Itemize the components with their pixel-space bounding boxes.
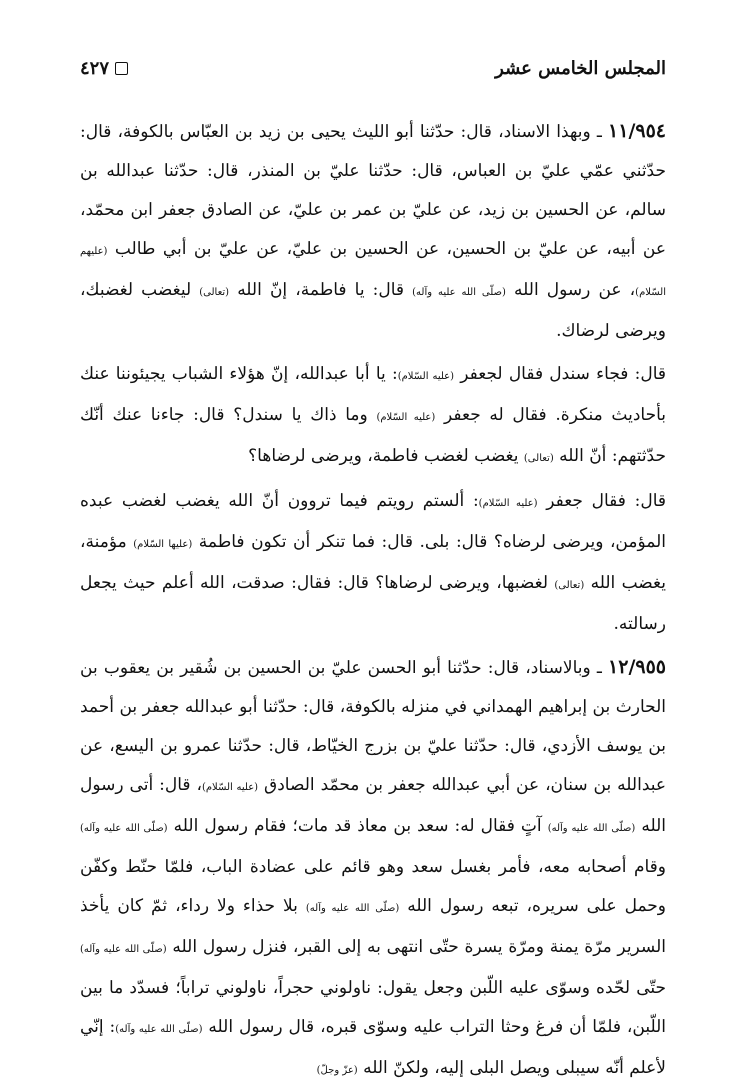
text-run: : يا أبا عبدالله، إنّ هؤلاء الشباب يجيئوننا عنك بأحاديث منكرة. فقال له جعفر <box>80 364 666 425</box>
text-run: وقام أصحابه معه، فأمر بغسل سعد وهو قائم على عضادة الباب، فلمّا حنّط وكفّن وحمل على سريره، تبعه رسول الله <box>80 857 666 916</box>
text-run: قال: فقال جعفر <box>537 491 667 511</box>
text-run: مؤمنة، يغضب الله <box>80 532 666 593</box>
honorific: (عليه السّلام) <box>397 371 455 382</box>
text-run: قال: فجاء سندل فقال لجعفر <box>454 364 667 384</box>
honorific: (صلّى الله عليه وآله) <box>80 823 168 834</box>
text-run: ـ وبهذا الاسناد، قال: حدّثنا أبو الليث يحيى بن زيد بن العبّاس بالكوفة، قال: حدّثني عمّي عليّ بن العباس، قال: حدّثنا عليّ بن المنذر، قال: حدّثنا عبدالله بن سالم، عن الحسين بن زيد، عن عليّ بن عمر بن عليّ، عن الصادق جعفر ابن محمّد، عن أبيه، عن عليّ بن الحسين، عن الحسين بن عليّ، عن عليّ بن أبي طالب <box>80 122 666 259</box>
square-outline-icon <box>115 62 128 75</box>
page-number <box>80 58 128 79</box>
text-run: ، قال: أتى رسول الله <box>80 775 666 836</box>
honorific: (صلّى الله عليه وآله) <box>547 823 636 834</box>
hadith-number: ١١/٩٥٤ <box>608 120 666 142</box>
paragraph <box>80 648 666 1090</box>
honorific: (صلّى الله عليه وآله) <box>412 287 506 298</box>
paragraph <box>80 482 666 644</box>
honorific: (صلّى الله عليه وآله) <box>80 944 167 955</box>
paragraph <box>80 355 666 478</box>
honorific: (عليها السّلام) <box>133 539 193 550</box>
text-run: ـ وبالاسناد، قال: حدّثنا أبو الحسن عليّ بن الحسين بن شُقير بن يعقوب بن الحارث بن إبراهيم الهمداني في منزله بالكوفة، قال: حدّثنا أبو عبدالله جعفر بن أحمد بن يوسف الأزدي، قال: حدّثنا عليّ بن بزرج الخيّاط، قال: حدّثنا عمرو بن اليسع، عن عبدالله بن سنان، عن أبي عبدالله جعفر بن محمّد الصادق <box>80 658 667 795</box>
text-run: وما ذاك يا سندل؟ قال: جاءنا عنك أنّك حدّثتهم: أنّ الله <box>80 405 666 466</box>
hadith-number: ١٢/٩٥٥ <box>608 656 666 678</box>
body-text <box>80 112 666 1090</box>
text-run: حتّى لحّده وسوّى عليه اللّبن وجعل يقول: ناولوني حجراً، ناولوني تراباً؛ فسدّد ما بين اللّبن، فلمّا أن فرغ وحثا التراب عليه وسوّى قبره، قال رسول الله <box>80 978 666 1037</box>
running-header <box>80 50 666 86</box>
honorific: (عليهم السّلام) <box>80 246 666 298</box>
text-run: آتٍ فقال له: سعد بن معاذ قد مات؛ فقام رسول الله <box>167 816 548 836</box>
paragraph <box>80 112 666 351</box>
text-run: ليغضب لغضبك، ويرضى لرضاك. <box>80 280 666 341</box>
text-run: لغضبها، ويرضى لرضاها؟ قال: فقال: صدقت، الله أعلم حيث يجعل رسالته. <box>80 573 666 634</box>
honorific: (صلّى الله عليه وآله) <box>305 903 400 914</box>
page-number-text: ٤٢٧ <box>80 57 110 79</box>
honorific: (تعالى) <box>554 580 585 591</box>
honorific: (صلّى الله عليه وآله) <box>115 1024 203 1035</box>
text-run: ، عن رسول الله <box>505 280 636 300</box>
honorific: (عليه السّلام) <box>478 498 538 509</box>
honorific: (عزّ وجلّ) <box>316 1065 358 1076</box>
text-run: قال: يا فاطمة، إنّ الله <box>229 280 413 300</box>
text-run: يغضب لغضب فاطمة، ويرضى لرضاها؟ <box>248 446 524 466</box>
honorific: (تعالى) <box>523 453 554 464</box>
text-run: : ألستم رويتم فيما تروون أنّ الله يغضب لغضب عبده المؤمن، ويرضى لرضاه؟ قال: بلى. قال: فما تنكر أن تكون فاطمة <box>80 491 666 552</box>
honorific: (عليه السّلام) <box>201 782 259 793</box>
honorific: (عليه السّلام) <box>376 412 436 423</box>
text-run: : إنّي لأعلم أنّه سيبلى ويصل البلى إليه، ولكنّ الله <box>80 1017 666 1078</box>
text-run: بلا حذاء ولا رداء، ثمّ كان يأخذ السرير مرّة يمنة ومرّة يسرة حتّى انتهى به إلى القبر، فنزل رسول الله <box>80 896 666 957</box>
honorific: (تعالى) <box>199 287 230 298</box>
section-title: المجلس الخامس عشر <box>495 57 666 79</box>
